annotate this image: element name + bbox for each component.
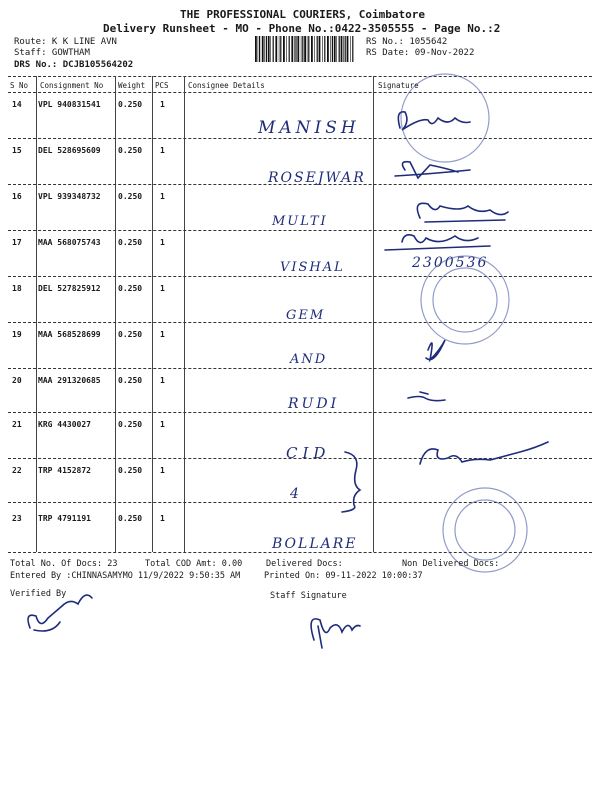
- handwritten-consignee: BOLLARE: [272, 536, 358, 552]
- handwritten-consignee: VISHAL: [280, 260, 345, 275]
- col-consignee: Consignee Details: [188, 81, 265, 90]
- row-weight: 0.250: [118, 376, 143, 385]
- table-header-rule: [8, 92, 592, 93]
- row-consignment: VPL 939348732: [38, 192, 101, 201]
- printed-on: Printed On: 09-11-2022 10:00:37: [264, 571, 423, 581]
- barcode-bar: [270, 36, 271, 62]
- staff-signature-label: Staff Signature: [270, 591, 347, 601]
- barcode-bar: [314, 36, 315, 62]
- row-sno: 19: [12, 330, 22, 339]
- barcode-bar: [341, 36, 343, 62]
- row-weight: 0.250: [118, 466, 143, 475]
- barcode-bar: [350, 36, 351, 62]
- row-sno: 16: [12, 192, 22, 201]
- drs-number: DRS No.: DCJB105564202: [14, 60, 134, 70]
- staff-label: Staff: GOWTHAM: [14, 48, 90, 58]
- row-weight: 0.250: [118, 514, 143, 523]
- row-pcs: 1: [160, 192, 165, 201]
- barcode-bar: [291, 36, 293, 62]
- table-bottom-rule: [8, 552, 592, 553]
- delivered-docs: Delivered Docs:: [266, 559, 343, 569]
- col-weight: Weight: [118, 81, 146, 90]
- barcode-bar: [297, 36, 299, 62]
- row-pcs: 1: [160, 100, 165, 109]
- row-sno: 23: [12, 514, 22, 523]
- verified-by-label: Verified By: [10, 589, 67, 599]
- col-signature: Signature: [378, 81, 419, 90]
- row-consignment: TRP 4791191: [38, 514, 91, 523]
- brace-mark: [342, 452, 360, 512]
- barcode-bar: [311, 36, 313, 62]
- row-pcs: 1: [160, 466, 165, 475]
- row-consignment: KRG 4430027: [38, 420, 91, 429]
- barcode-bar: [268, 36, 270, 62]
- col-divider: [36, 76, 37, 552]
- signature-scribble: [385, 235, 490, 250]
- table-top-rule: [8, 76, 592, 77]
- row-consignment: VPL 940831541: [38, 100, 101, 109]
- row-sno: 20: [12, 376, 22, 385]
- barcode-bar: [262, 36, 264, 62]
- barcode-bar: [266, 36, 267, 62]
- barcode-bar: [280, 36, 281, 62]
- runsheet-subtitle: Delivery Runsheet - MO - Phone No.:0422-3505555 - Page No.:2: [103, 22, 501, 35]
- row-weight: 0.250: [118, 100, 143, 109]
- barcode-bar: [322, 36, 323, 62]
- barcode-bar: [289, 36, 290, 62]
- barcode-bar: [319, 36, 321, 62]
- row-consignment: MAA 568075743: [38, 238, 101, 247]
- row-rule: [8, 138, 592, 139]
- barcode-bar: [347, 36, 349, 62]
- row-weight: 0.250: [118, 330, 143, 339]
- row-sno: 14: [12, 100, 22, 109]
- row-rule: [8, 276, 592, 277]
- barcode-bar: [343, 36, 344, 62]
- barcode-bar: [345, 36, 346, 62]
- staff-signature: [311, 619, 360, 648]
- col-divider: [115, 76, 116, 552]
- row-sno: 22: [12, 466, 22, 475]
- barcode-bar: [295, 36, 296, 62]
- barcode: [255, 36, 355, 62]
- col-pcs: PCS: [155, 81, 169, 90]
- handwritten-consignee: 4: [290, 486, 299, 502]
- row-rule: [8, 368, 592, 369]
- row-weight: 0.250: [118, 146, 143, 155]
- row-pcs: 1: [160, 330, 165, 339]
- barcode-bar: [324, 36, 325, 62]
- barcode-bar: [308, 36, 309, 62]
- row-pcs: 1: [160, 146, 165, 155]
- signature-scribble: [420, 442, 548, 464]
- handwritten-consignee: AND: [290, 352, 328, 367]
- barcode-bar: [255, 36, 257, 62]
- handwritten-consignee: ROSEJWAR: [268, 170, 366, 186]
- rs-date: RS Date: 09-Nov-2022: [366, 48, 475, 58]
- barcode-bar: [294, 36, 295, 62]
- row-pcs: 1: [160, 284, 165, 293]
- handwritten-consignee: CID: [286, 444, 331, 462]
- signature-scribble: [398, 112, 470, 130]
- signature-scribble: [408, 392, 445, 401]
- row-consignment: MAA 568528699: [38, 330, 101, 339]
- barcode-bar: [264, 36, 265, 62]
- row-sno: 18: [12, 284, 22, 293]
- barcode-bar: [283, 36, 285, 62]
- row-weight: 0.250: [118, 284, 143, 293]
- signature-scribble: [417, 203, 508, 222]
- barcode-bar: [332, 36, 333, 62]
- barcode-bar: [330, 36, 331, 62]
- rs-number: RS No.: 1055642: [366, 37, 448, 47]
- barcode-bar: [336, 36, 337, 62]
- route-label: Route: K K LINE AVN: [14, 37, 117, 47]
- barcode-bar: [307, 36, 308, 62]
- non-delivered-docs: Non Delivered Docs:: [402, 559, 500, 569]
- barcode-bar: [339, 36, 340, 62]
- barcode-bar: [352, 36, 353, 62]
- total-docs: Total No. Of Docs: 23: [10, 559, 118, 569]
- handwritten-consignee: RUDI: [288, 396, 340, 412]
- handwritten-consignee: MANISH: [258, 118, 360, 138]
- row-sno: 15: [12, 146, 22, 155]
- row-pcs: 1: [160, 376, 165, 385]
- signature-scribble: [426, 340, 445, 360]
- signature-scribble: [395, 162, 470, 178]
- row-pcs: 1: [160, 514, 165, 523]
- barcode-bar: [327, 36, 329, 62]
- row-consignment: MAA 291320685: [38, 376, 101, 385]
- col-sno: S No: [10, 81, 29, 90]
- entered-by: Entered By :CHINNASAMYMO 11/9/2022 9:50:35 AM: [10, 571, 241, 581]
- row-pcs: 1: [160, 420, 165, 429]
- verified-signature: [28, 595, 92, 631]
- row-consignment: DEL 528695609: [38, 146, 101, 155]
- row-consignment: TRP 4152872: [38, 466, 91, 475]
- col-divider: [152, 76, 153, 552]
- handwritten-consignee: GEM: [286, 308, 326, 323]
- row-weight: 0.250: [118, 192, 143, 201]
- row-weight: 0.250: [118, 420, 143, 429]
- barcode-bar: [301, 36, 302, 62]
- stamp-circle: [455, 500, 515, 560]
- col-consignment: Consignment No: [40, 81, 104, 90]
- barcode-bar: [279, 36, 280, 62]
- barcode-bar: [317, 36, 318, 62]
- row-rule: [8, 230, 592, 231]
- barcode-bar: [275, 36, 277, 62]
- handwritten-consignee: MULTI: [272, 214, 328, 229]
- barcode-bar: [334, 36, 336, 62]
- barcode-bar: [302, 36, 303, 62]
- company-title: THE PROFESSIONAL COURIERS, Coimbatore: [180, 8, 426, 21]
- col-divider: [184, 76, 185, 552]
- row-pcs: 1: [160, 238, 165, 247]
- barcode-bar: [258, 36, 259, 62]
- row-weight: 0.250: [118, 238, 143, 247]
- row-sno: 21: [12, 420, 22, 429]
- handwritten-number: 2300536: [412, 255, 489, 271]
- row-consignment: DEL 527825912: [38, 284, 101, 293]
- barcode-bar: [273, 36, 274, 62]
- row-sno: 17: [12, 238, 22, 247]
- col-divider: [373, 76, 374, 552]
- total-cod: Total COD Amt: 0.00: [145, 559, 243, 569]
- barcode-bar: [304, 36, 306, 62]
- barcode-bar: [286, 36, 287, 62]
- barcode-bar: [259, 36, 260, 62]
- row-rule: [8, 502, 592, 503]
- row-rule: [8, 412, 592, 413]
